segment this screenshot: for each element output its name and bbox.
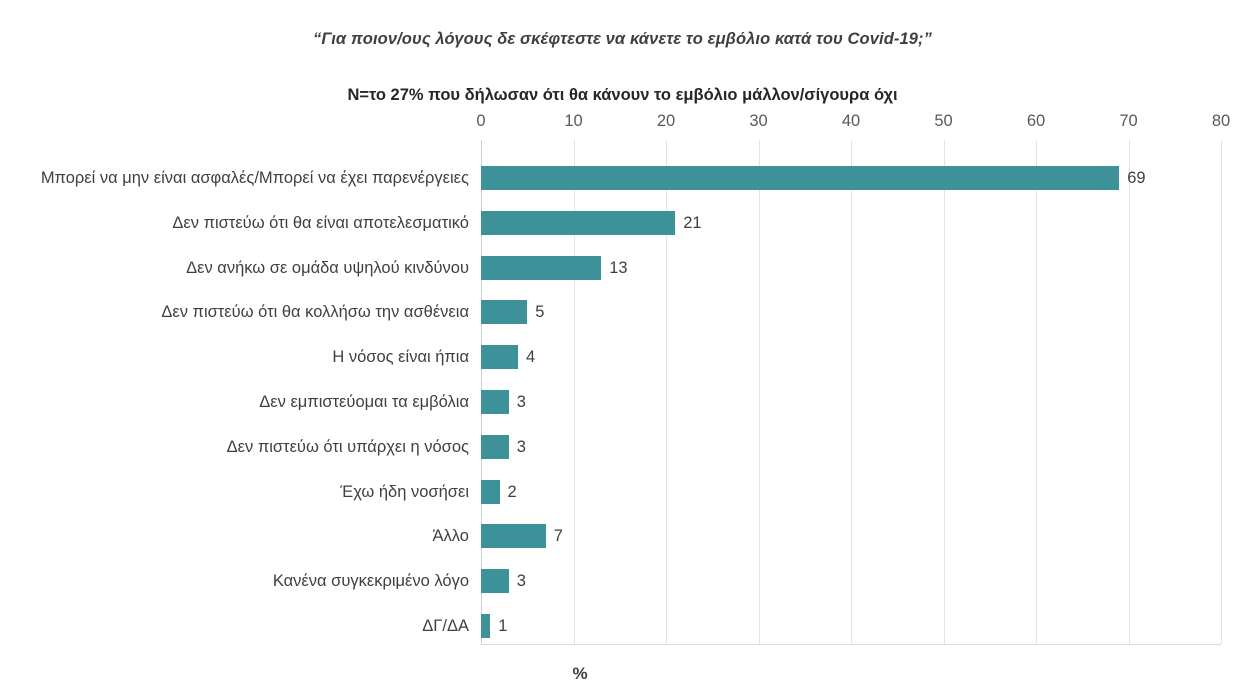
gridline <box>759 140 760 644</box>
category-label: Δεν πιστεύω ότι θα είναι αποτελεσματικό <box>172 213 469 232</box>
bar-value-label: 2 <box>507 482 517 501</box>
bar <box>481 435 509 459</box>
bar <box>481 345 518 369</box>
category-label: Μπορεί να μην είναι ασφαλές/Μπορεί να έχει παρενέργειες <box>40 169 469 187</box>
category-label: Η νόσος είναι ήπια <box>332 348 469 367</box>
bar-value-label: 4 <box>526 348 536 367</box>
category-label: ΔΓ/ΔΑ <box>422 617 469 635</box>
bar-value-label: 13 <box>609 258 628 277</box>
x-axis-unit-label: % <box>572 664 588 683</box>
category-label: Έχω ήδη νοσήσει <box>340 482 469 501</box>
bar-value-label: 21 <box>683 213 702 232</box>
bar <box>481 614 490 638</box>
bar <box>481 569 509 593</box>
bar <box>481 300 527 324</box>
category-label: Δεν ανήκω σε ομάδα υψηλού κινδύνου <box>186 258 469 277</box>
bar <box>481 256 601 280</box>
x-tick-label: 80 <box>1211 112 1231 130</box>
bar-value-label: 1 <box>498 617 508 635</box>
gridline <box>1221 140 1222 644</box>
bar-value-label: 3 <box>516 393 526 411</box>
x-tick-label: 70 <box>1119 112 1138 130</box>
bar <box>481 166 1119 190</box>
bar-value-label: 5 <box>535 303 545 322</box>
x-axis-line <box>481 644 1221 645</box>
x-tick-label: 40 <box>841 112 861 130</box>
gridline <box>851 140 852 644</box>
x-tick-label: 10 <box>564 112 583 130</box>
category-label: Δεν πιστεύω ότι θα κολλήσω την ασθένεια <box>161 303 469 322</box>
category-label: Κανένα συγκεκριμένο λόγο <box>272 572 469 591</box>
bar-value-label: 7 <box>553 527 563 546</box>
bar-value-label: 69 <box>1127 169 1146 187</box>
gridline <box>1036 140 1037 644</box>
bar-value-label: 3 <box>516 437 526 456</box>
bar-value-label: 3 <box>516 572 526 591</box>
category-label: Άλλο <box>432 527 469 546</box>
x-tick-label: 0 <box>476 112 486 130</box>
category-label: Δεν πιστεύω ότι υπάρχει η νόσος <box>226 437 469 456</box>
category-label: Δεν εμπιστεύομαι τα εμβόλια <box>259 393 469 411</box>
x-tick-label: 50 <box>934 112 953 130</box>
chart-subtitle: Ν=το 27% που δήλωσαν ότι θα κάνουν το εμβόλιο μάλλον/σίγουρα όχι <box>347 86 898 104</box>
x-tick-label: 60 <box>1026 112 1046 130</box>
bar <box>481 480 500 504</box>
x-tick-label: 30 <box>749 112 768 130</box>
gridline <box>944 140 945 644</box>
gridline <box>1129 140 1130 644</box>
bar <box>481 211 675 235</box>
bar <box>481 524 546 548</box>
bar <box>481 390 509 414</box>
chart-title: “Για ποιον/ους λόγους δε σκέφτεστε να κάνετε το εμβόλιο κατά του Covid-19;” <box>313 30 932 48</box>
x-tick-label: 20 <box>656 112 676 130</box>
